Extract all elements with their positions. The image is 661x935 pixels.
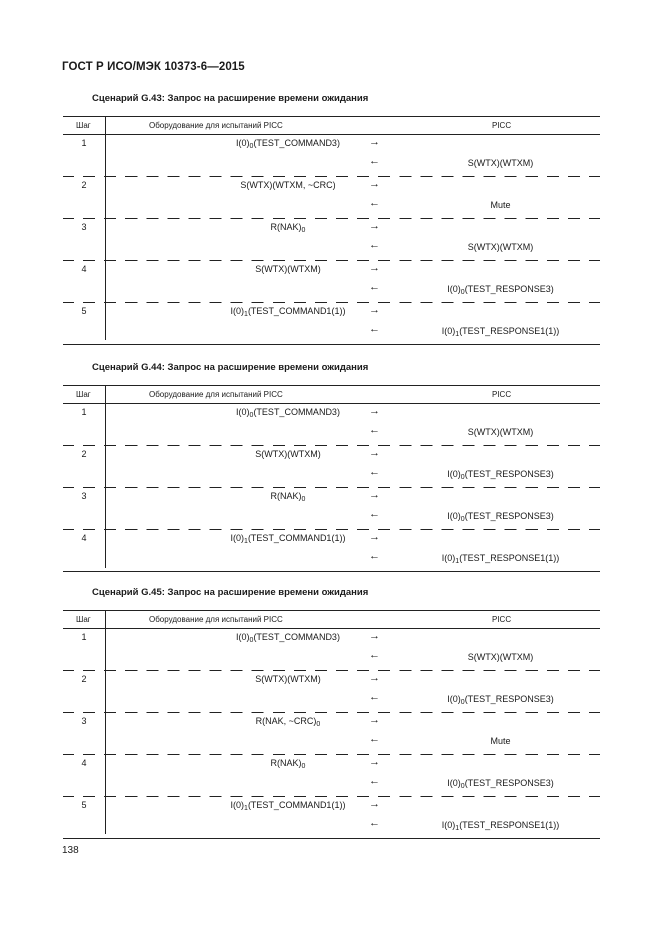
step-number: 4 bbox=[81, 264, 87, 274]
equipment-command-text: I(0) bbox=[230, 533, 245, 543]
picc-response-text: S(WTX)(WTXM) bbox=[467, 158, 534, 168]
equipment-command bbox=[143, 306, 433, 318]
page-number: 138 bbox=[62, 845, 79, 856]
arrow-left-icon: ← bbox=[369, 323, 380, 335]
step-number: 4 bbox=[81, 758, 87, 768]
arrow-left-icon: ← bbox=[369, 508, 380, 520]
picc-response bbox=[393, 242, 608, 254]
arrow-right-icon: → bbox=[369, 447, 380, 459]
equipment-command bbox=[143, 138, 433, 150]
equipment-command bbox=[143, 264, 433, 276]
step-number: 1 bbox=[81, 138, 87, 148]
picc-response-text: I(0) bbox=[447, 778, 461, 788]
arrow-right-icon: → bbox=[369, 178, 380, 190]
equipment-command-text: I(0) bbox=[230, 306, 245, 316]
picc-response-suffix: (TEST_RESPONSE1(1)) bbox=[459, 820, 560, 830]
arrow-left-icon: ← bbox=[369, 155, 380, 167]
arrow-right-icon: → bbox=[369, 489, 380, 501]
table-row bbox=[63, 135, 600, 177]
picc-response-subscript: 0 bbox=[460, 289, 465, 296]
picc-response-text: I(0) bbox=[441, 820, 456, 830]
step-number: 2 bbox=[81, 674, 87, 684]
table-header bbox=[63, 611, 600, 629]
picc-response bbox=[393, 284, 608, 296]
table-row bbox=[63, 629, 600, 671]
picc-response bbox=[393, 736, 608, 748]
step-number: 2 bbox=[81, 449, 87, 459]
arrow-right-icon: → bbox=[369, 220, 380, 232]
step-number: 3 bbox=[81, 491, 87, 501]
picc-response bbox=[393, 553, 608, 565]
equipment-command-text: I(0) bbox=[236, 407, 250, 417]
table-row bbox=[63, 488, 600, 530]
table-row bbox=[63, 404, 600, 446]
column-header-equipment: Оборудование для испытаний PICC bbox=[149, 390, 283, 399]
equipment-command-subscript: 0 bbox=[301, 763, 306, 770]
table-row bbox=[63, 530, 600, 571]
picc-response bbox=[393, 778, 608, 790]
equipment-command bbox=[143, 533, 433, 545]
column-header-equipment: Оборудование для испытаний PICC bbox=[149, 121, 283, 130]
equipment-command bbox=[143, 491, 433, 503]
step-number: 3 bbox=[81, 222, 87, 232]
equipment-command-subscript: 0 bbox=[249, 143, 254, 150]
scenario-table bbox=[63, 385, 600, 572]
equipment-command-text: S(WTX)(WTXM) bbox=[255, 674, 321, 684]
picc-response bbox=[393, 652, 608, 664]
step-number: 1 bbox=[81, 632, 87, 642]
equipment-command bbox=[143, 449, 433, 461]
picc-response-text: S(WTX)(WTXM) bbox=[467, 652, 534, 662]
arrow-left-icon: ← bbox=[369, 424, 380, 436]
equipment-command-subscript: 0 bbox=[301, 496, 306, 503]
equipment-command-subscript: 1 bbox=[244, 538, 248, 545]
picc-response bbox=[393, 158, 608, 170]
picc-response-text: S(WTX)(WTXM) bbox=[467, 242, 534, 252]
column-header-picc: PICC bbox=[492, 390, 512, 399]
arrow-right-icon: → bbox=[369, 714, 380, 726]
equipment-command-text: I(0) bbox=[230, 800, 245, 810]
table-header bbox=[63, 386, 600, 404]
picc-response-suffix: (TEST_RESPONSE3) bbox=[464, 469, 554, 479]
picc-response bbox=[393, 694, 608, 706]
picc-response-text: Mute bbox=[490, 736, 511, 746]
picc-response-suffix: (TEST_RESPONSE3) bbox=[464, 778, 554, 788]
picc-response-subscript: 1 bbox=[455, 558, 460, 565]
picc-response-suffix: (TEST_RESPONSE3) bbox=[464, 694, 554, 704]
step-number: 1 bbox=[81, 407, 87, 417]
picc-response bbox=[393, 511, 608, 523]
equipment-command-text: I(0) bbox=[236, 138, 250, 148]
column-header-equipment: Оборудование для испытаний PICC bbox=[149, 615, 283, 624]
arrow-right-icon: → bbox=[369, 531, 380, 543]
picc-response-text: I(0) bbox=[447, 284, 461, 294]
picc-response-text: Mute bbox=[490, 200, 511, 210]
table-row bbox=[63, 755, 600, 797]
picc-response-subscript: 0 bbox=[460, 783, 465, 790]
scenario-caption: Сценарий G.43: Запрос на расширение времени ожидания bbox=[92, 93, 369, 104]
arrow-left-icon: ← bbox=[369, 775, 380, 787]
equipment-command-suffix: (TEST_COMMAND1(1)) bbox=[247, 306, 346, 316]
picc-response-suffix: (TEST_RESPONSE1(1)) bbox=[459, 326, 560, 336]
scenario-table bbox=[63, 116, 600, 345]
arrow-left-icon: ← bbox=[369, 550, 380, 562]
equipment-command-subscript: 1 bbox=[244, 805, 248, 812]
arrow-left-icon: ← bbox=[369, 733, 380, 745]
arrow-left-icon: ← bbox=[369, 817, 380, 829]
picc-response bbox=[393, 326, 608, 338]
equipment-command-suffix: (TEST_COMMAND1(1)) bbox=[247, 533, 346, 543]
picc-response-text: I(0) bbox=[441, 326, 456, 336]
arrow-right-icon: → bbox=[369, 405, 380, 417]
table-row bbox=[63, 303, 600, 344]
step-number: 2 bbox=[81, 180, 87, 190]
document-header: ГОСТ Р ИСО/МЭК 10373-6—2015 bbox=[62, 61, 245, 73]
arrow-left-icon: ← bbox=[369, 197, 380, 209]
step-number: 3 bbox=[81, 716, 87, 726]
scenario-caption: Сценарий G.44: Запрос на расширение времени ожидания bbox=[92, 362, 369, 373]
column-divider bbox=[105, 611, 106, 834]
column-divider bbox=[105, 117, 106, 340]
equipment-command-suffix: (TEST_COMMAND3) bbox=[253, 632, 340, 642]
picc-response-subscript: 0 bbox=[460, 516, 465, 523]
equipment-command-text: R(NAK) bbox=[270, 222, 302, 232]
step-number: 5 bbox=[81, 306, 87, 316]
arrow-right-icon: → bbox=[369, 630, 380, 642]
column-header-step: Шаг bbox=[76, 615, 91, 624]
equipment-command-subscript: 0 bbox=[301, 227, 306, 234]
picc-response-suffix: (TEST_RESPONSE1(1)) bbox=[459, 553, 560, 563]
equipment-command-text: R(NAK) bbox=[270, 491, 302, 501]
equipment-command-suffix: (TEST_COMMAND3) bbox=[253, 138, 340, 148]
equipment-command-subscript: 0 bbox=[316, 721, 321, 728]
picc-response-text: I(0) bbox=[441, 553, 456, 563]
picc-response-subscript: 1 bbox=[455, 331, 460, 338]
equipment-command bbox=[143, 632, 433, 644]
equipment-command-suffix: (TEST_COMMAND1(1)) bbox=[247, 800, 346, 810]
table-row bbox=[63, 671, 600, 713]
equipment-command-text: I(0) bbox=[236, 632, 250, 642]
picc-response-subscript: 1 bbox=[455, 825, 460, 832]
arrow-right-icon: → bbox=[369, 304, 380, 316]
scenario-table bbox=[63, 610, 600, 839]
table-row bbox=[63, 446, 600, 488]
equipment-command-text: S(WTX)(WTXM) bbox=[255, 264, 321, 274]
picc-response-subscript: 0 bbox=[460, 474, 465, 481]
equipment-command bbox=[143, 180, 433, 192]
equipment-command-suffix: (TEST_COMMAND3) bbox=[253, 407, 340, 417]
picc-response bbox=[393, 200, 608, 212]
arrow-left-icon: ← bbox=[369, 239, 380, 251]
scenario-caption: Сценарий G.45: Запрос на расширение времени ожидания bbox=[92, 587, 369, 598]
step-number: 5 bbox=[81, 800, 87, 810]
equipment-command bbox=[143, 800, 433, 812]
table-row bbox=[63, 261, 600, 303]
picc-response-text: I(0) bbox=[447, 694, 461, 704]
arrow-right-icon: → bbox=[369, 672, 380, 684]
table-row bbox=[63, 177, 600, 219]
equipment-command bbox=[143, 758, 433, 770]
column-header-picc: PICC bbox=[492, 121, 512, 130]
picc-response-text: S(WTX)(WTXM) bbox=[467, 427, 534, 437]
column-divider bbox=[105, 386, 106, 568]
arrow-left-icon: ← bbox=[369, 281, 380, 293]
equipment-command-text: R(NAK) bbox=[270, 758, 302, 768]
equipment-command-text: S(WTX)(WTXM) bbox=[255, 449, 321, 459]
picc-response-suffix: (TEST_RESPONSE3) bbox=[464, 511, 554, 521]
column-header-step: Шаг bbox=[76, 121, 91, 130]
picc-response-text: I(0) bbox=[447, 469, 461, 479]
equipment-command-subscript: 0 bbox=[249, 637, 254, 644]
equipment-command-text: R(NAK, ~CRC) bbox=[255, 716, 317, 726]
equipment-command bbox=[143, 407, 433, 419]
step-number: 4 bbox=[81, 533, 87, 543]
equipment-command bbox=[143, 716, 433, 728]
column-header-picc: PICC bbox=[492, 615, 512, 624]
column-header-step: Шаг bbox=[76, 390, 91, 399]
arrow-right-icon: → bbox=[369, 262, 380, 274]
equipment-command-text: S(WTX)(WTXM, ~CRC) bbox=[240, 180, 336, 190]
picc-response bbox=[393, 820, 608, 832]
equipment-command-subscript: 0 bbox=[249, 412, 254, 419]
arrow-right-icon: → bbox=[369, 756, 380, 768]
arrow-right-icon: → bbox=[369, 798, 380, 810]
picc-response-subscript: 0 bbox=[460, 699, 465, 706]
equipment-command-subscript: 1 bbox=[244, 311, 248, 318]
table-row bbox=[63, 713, 600, 755]
arrow-right-icon: → bbox=[369, 136, 380, 148]
arrow-left-icon: ← bbox=[369, 466, 380, 478]
picc-response-suffix: (TEST_RESPONSE3) bbox=[464, 284, 554, 294]
arrow-left-icon: ← bbox=[369, 691, 380, 703]
table-row bbox=[63, 219, 600, 261]
equipment-command bbox=[143, 674, 433, 686]
picc-response-text: I(0) bbox=[447, 511, 461, 521]
table-header bbox=[63, 117, 600, 135]
table-row bbox=[63, 797, 600, 838]
picc-response bbox=[393, 427, 608, 439]
arrow-left-icon: ← bbox=[369, 649, 380, 661]
picc-response bbox=[393, 469, 608, 481]
equipment-command bbox=[143, 222, 433, 234]
